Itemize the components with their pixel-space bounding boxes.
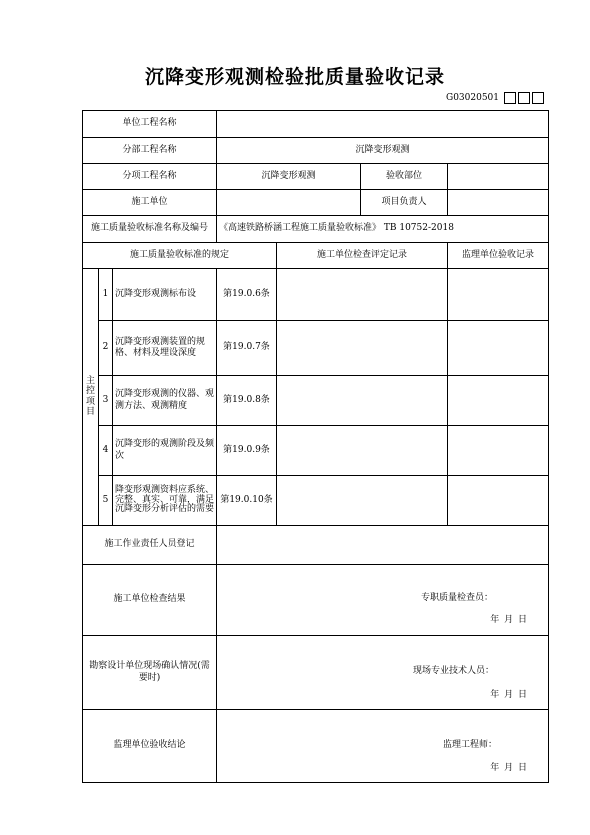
item-desc: 沉降变形的观测阶段及频次 <box>113 426 217 476</box>
item-no: 3 <box>99 376 113 426</box>
item-row-2 <box>83 321 549 376</box>
item-project-value[interactable]: 沉降变形观测 <box>217 164 361 190</box>
item-no: 5 <box>99 476 113 526</box>
sub-project-label: 分部工程名称 <box>83 138 217 164</box>
accept-part-label: 验收部位 <box>361 164 448 190</box>
item-check-cell[interactable] <box>277 269 448 321</box>
item-supervisor-cell[interactable] <box>448 321 549 376</box>
design-row <box>83 636 549 710</box>
item-clause: 第19.0.10条 <box>217 476 277 526</box>
design-date: 年 月 日 <box>490 690 528 700</box>
item-supervisor-cell[interactable] <box>448 269 549 321</box>
page-title: 沉降变形观测检验批质量验收记录 <box>144 66 445 88</box>
project-lead-value[interactable] <box>448 190 549 216</box>
item-check-cell[interactable] <box>277 376 448 426</box>
unit-project-label: 单位工程名称 <box>83 111 217 138</box>
supervisor-row <box>83 710 549 783</box>
standard-row <box>83 216 549 243</box>
item-project-label: 分项工程名称 <box>83 164 217 190</box>
code-box-3[interactable] <box>532 92 544 104</box>
spec-header: 施工质量验收标准的规定 <box>83 243 277 269</box>
item-check-cell[interactable] <box>277 476 448 526</box>
code-box-1[interactable] <box>504 92 516 104</box>
form-code-area <box>446 92 544 104</box>
supervisor-record-header: 监理单位验收记录 <box>448 243 549 269</box>
item-desc: 沉降变形观测装置的规格、材料及埋设深度 <box>113 321 217 376</box>
design-sign-cell[interactable] <box>217 636 549 710</box>
header-row <box>83 243 549 269</box>
code-box-2[interactable] <box>518 92 530 104</box>
item-supervisor-cell[interactable] <box>448 376 549 426</box>
constructor-label: 施工单位 <box>83 190 217 216</box>
unit-project-row <box>83 111 549 138</box>
constructor-result-label: 施工单位检查结果 <box>83 565 217 636</box>
standard-label: 施工质量验收标准名称及编号 <box>83 216 217 243</box>
supervisor-date: 年 月 日 <box>490 763 528 773</box>
supervisor-label: 监理单位验收结论 <box>83 710 217 783</box>
constructor-result-row <box>83 565 549 636</box>
design-label: 勘察设计单位现场确认情况(需要时) <box>83 636 217 710</box>
standard-value[interactable]: 《高速铁路桥涵工程施工质量验收标准》 TB 10752-2018 <box>217 216 549 243</box>
item-check-cell[interactable] <box>277 426 448 476</box>
staff-register-label: 施工作业责任人员登记 <box>83 526 217 565</box>
item-clause: 第19.0.7条 <box>217 321 277 376</box>
staff-register-value[interactable] <box>217 526 549 565</box>
constructor-check-header: 施工单位检查评定记录 <box>277 243 448 269</box>
item-no: 1 <box>99 269 113 321</box>
staff-register-row <box>83 526 549 565</box>
constructor-sign-label: 专职质量检查员： <box>421 593 494 603</box>
item-supervisor-cell[interactable] <box>448 476 549 526</box>
item-clause: 第19.0.8条 <box>217 376 277 426</box>
constructor-result-sign-cell[interactable] <box>217 565 549 636</box>
item-project-row <box>83 164 549 190</box>
item-clause: 第19.0.9条 <box>217 426 277 476</box>
unit-project-value[interactable] <box>217 111 549 138</box>
item-check-cell[interactable] <box>277 321 448 376</box>
main-items-label: 主控项目 <box>83 269 99 526</box>
constructor-date: 年 月 日 <box>490 615 528 625</box>
constructor-row <box>83 190 549 216</box>
item-row-3 <box>83 376 549 426</box>
acceptance-form-table <box>82 110 549 783</box>
item-row-4 <box>83 426 549 476</box>
item-row-5 <box>83 476 549 526</box>
accept-part-value[interactable] <box>448 164 549 190</box>
project-lead-label: 项目负责人 <box>361 190 448 216</box>
item-desc: 沉降变形观测的仪器、观测方法、观测精度 <box>113 376 217 426</box>
item-desc: 降变形观测资料应系统、完整、真实、可靠，满足沉降变形分析评估的需要 <box>113 476 217 526</box>
item-supervisor-cell[interactable] <box>448 426 549 476</box>
sub-project-row <box>83 138 549 164</box>
item-desc: 沉降变形观测标布设 <box>113 269 217 321</box>
item-no: 2 <box>99 321 113 376</box>
sub-project-value[interactable]: 沉降变形观测 <box>217 138 549 164</box>
item-row-1 <box>83 269 549 321</box>
form-code: G03020501 <box>446 93 499 103</box>
supervisor-sign-label: 监理工程师： <box>443 740 498 750</box>
item-clause: 第19.0.6条 <box>217 269 277 321</box>
supervisor-sign-cell[interactable] <box>217 710 549 783</box>
design-sign-label: 现场专业技术人员： <box>413 666 495 676</box>
constructor-value[interactable] <box>217 190 361 216</box>
item-no: 4 <box>99 426 113 476</box>
